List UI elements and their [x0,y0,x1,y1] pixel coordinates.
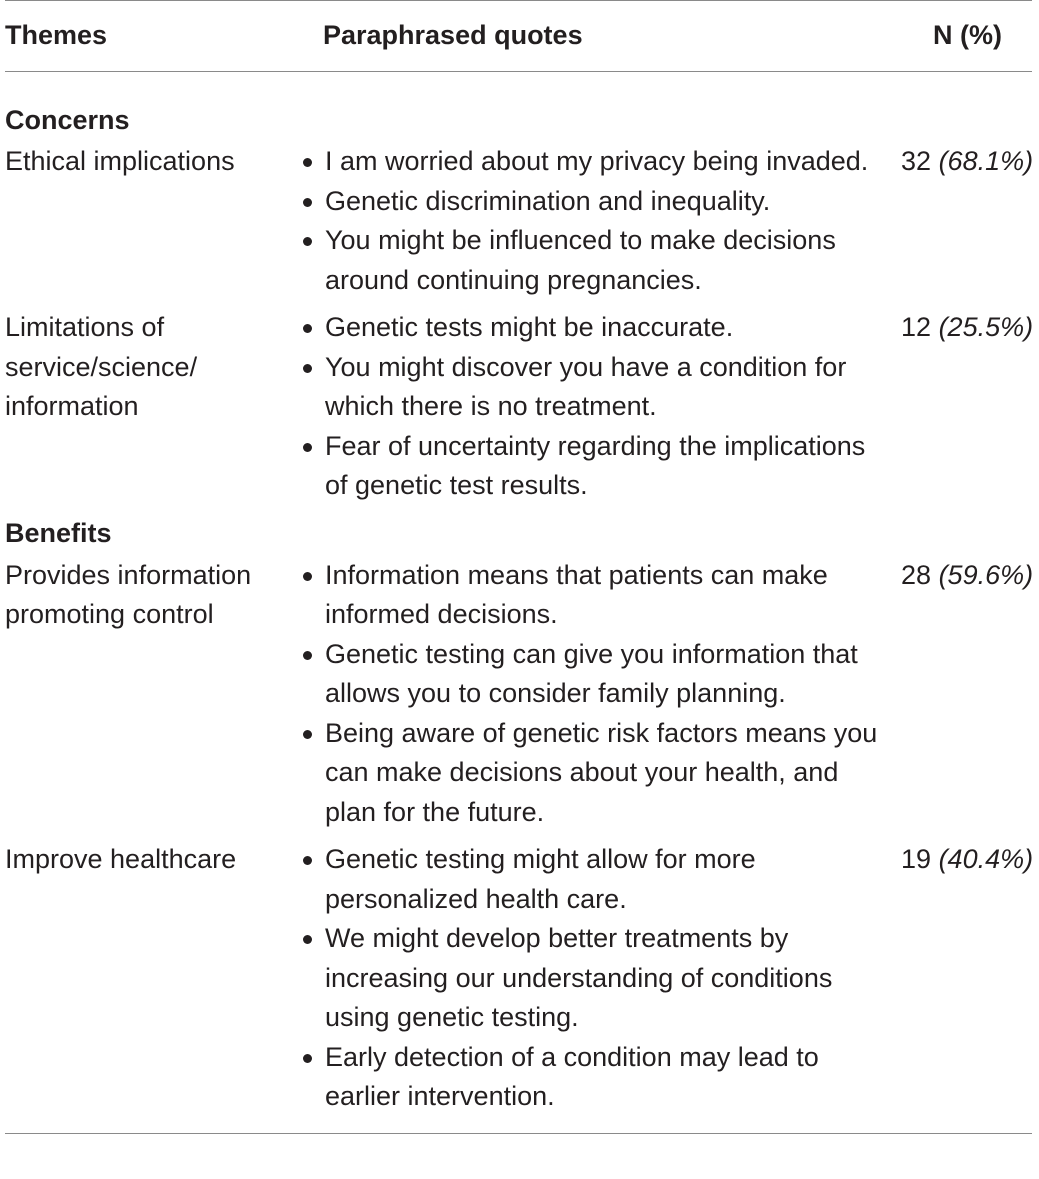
count-cell [888,140,1032,306]
quote-item [303,142,888,182]
table-row [5,306,1032,506]
bullet-icon [303,198,312,207]
quote-item [303,221,888,300]
table-row [5,554,1032,839]
count-cell [888,306,1032,506]
theme-cell: Improve healthcare [5,844,237,874]
bullet-icon [303,572,312,581]
quote-item [303,840,888,919]
quote-text: We might develop better treatments by increasing our understanding of conditions using genetic testing. [325,923,833,1032]
quote-list [303,308,888,506]
quotes-cell [303,140,888,306]
theme-cell: Provides information promoting control [5,559,252,629]
quote-text: Being aware of genetic risk factors means you can make decisions about your health, and plan for the future. [325,717,878,827]
count-percent: (40.4%) [938,844,1034,874]
quote-text: Genetic testing might allow for more personalized health care. [325,844,756,914]
header-themes: Themes [5,1,303,72]
header-quotes: Paraphrased quotes [303,1,888,72]
count-number: 32 [901,146,932,176]
quote-item [303,182,888,222]
header-row [5,1,1032,72]
quote-item [303,348,888,427]
quote-text: Information means that patients can make informed decisions. [325,559,828,629]
quotes-cell [303,306,888,506]
quote-item [303,308,888,348]
theme-cell: Limitations of service/science/ information [5,312,198,421]
bullet-icon [303,443,312,452]
table-header [5,1,1032,72]
count-cell [888,554,1032,839]
bullet-icon [303,237,312,246]
quote-text: I am worried about my privacy being invaded. [325,146,869,176]
section-row-benefits [5,506,1032,554]
quote-item [303,919,888,1038]
quote-text: Fear of uncertainty regarding the implications of genetic test results. [325,430,866,500]
quotes-cell [303,554,888,839]
quote-item [303,1038,888,1117]
bullet-icon [303,158,312,167]
bullet-icon [303,651,312,660]
table-row [5,838,1032,1133]
section-title: Concerns [5,104,130,135]
count-percent: (68.1%) [938,146,1034,176]
themes-table-container [5,0,1038,1134]
quote-item [303,714,888,833]
table-row [5,140,1032,306]
count-percent: (59.6%) [938,559,1034,590]
theme-cell: Ethical implications [5,146,235,176]
count-number: 19 [901,844,932,874]
quote-item [303,635,888,714]
count-percent: (25.5%) [938,312,1034,342]
count-number: 12 [901,312,932,342]
quotes-cell [303,838,888,1133]
quote-text: Early detection of a condition may lead to earlier intervention. [325,1041,819,1111]
bullet-icon [303,1054,312,1063]
section-row-concerns [5,72,1032,141]
table-body [5,72,1032,1134]
quote-text: Genetic tests might be inaccurate. [325,312,734,342]
quote-item [303,556,888,635]
bullet-icon [303,856,312,865]
quote-text: You might be influenced to make decisions around continuing pregnancies. [325,225,836,295]
bullet-icon [303,364,312,373]
quote-list [303,556,888,833]
quote-item [303,427,888,506]
quote-text: You might discover you have a condition for which there is no treatment. [325,351,847,421]
themes-table [5,0,1032,1134]
header-n: N (%) [888,1,1032,72]
bullet-icon [303,324,312,333]
count-cell [888,838,1032,1133]
count-number: 28 [901,559,932,590]
bullet-icon [303,730,312,739]
quote-text: Genetic testing can give you information that allows you to consider family planning. [325,638,858,708]
quote-list [303,840,888,1117]
section-title: Benefits [5,518,112,548]
quote-text: Genetic discrimination and inequality. [325,185,771,216]
quote-list [303,142,888,300]
bullet-icon [303,935,312,944]
